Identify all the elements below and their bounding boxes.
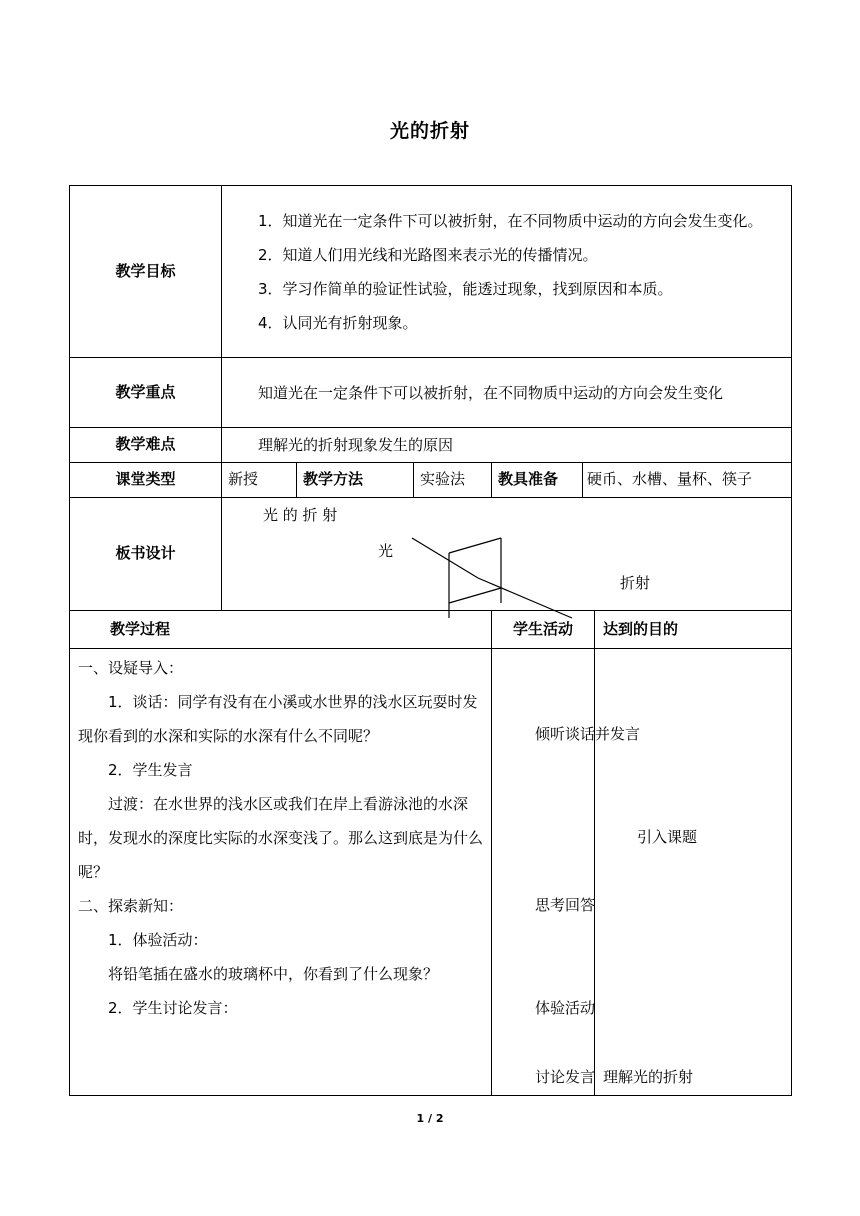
purpose-text: 理解光的折射	[603, 1068, 694, 1086]
page-number: 1 / 2	[416, 1112, 444, 1125]
difficulty-row	[70, 428, 792, 463]
board-light-label: 光	[378, 542, 394, 560]
goals-label: 教学目标	[70, 186, 222, 358]
process-line: 2．学生发言	[108, 761, 193, 779]
glass-top-edge	[449, 538, 501, 553]
key-point-label: 教学重点	[70, 358, 222, 428]
glass-bottom-edge	[449, 588, 501, 603]
process-line: 1．谈话：同学有没有在小溪或水世界的浅水区玩耍时发现你看到的水深和实际的水深有什么不同呢？	[78, 693, 478, 745]
difficulty-cell	[222, 428, 792, 463]
board-cell	[222, 498, 792, 611]
student-activity-cell	[492, 649, 641, 1096]
student-activity: 倾听谈话并发言	[535, 725, 641, 743]
key-point-cell	[222, 358, 792, 428]
method-label: 教学方法	[297, 463, 414, 498]
page-title: 光的折射	[389, 120, 470, 142]
purpose-cell	[595, 649, 792, 1096]
goals-cell	[222, 186, 792, 358]
goals-row	[70, 186, 792, 358]
class-type-value: 新授	[222, 463, 297, 498]
process-line: 二、探索新知：	[78, 897, 184, 915]
key-point-row	[70, 358, 792, 428]
process-header: 教学过程	[70, 611, 492, 649]
goal-item: 2．知道人们用光线和光路图来表示光的传播情况。	[258, 245, 598, 264]
lesson-plan-table	[69, 185, 792, 1096]
student-activity: 讨论发言	[535, 1068, 596, 1086]
difficulty-label: 教学难点	[70, 428, 222, 463]
board-refraction-label: 折射	[620, 574, 651, 592]
difficulty-text: 理解光的折射现象发生的原因	[258, 436, 454, 454]
incident-ray	[412, 538, 478, 578]
student-activity: 体验活动	[535, 999, 596, 1017]
goal-item: 3．学习作简单的验证性试验，能透过现象，找到原因和本质。	[258, 279, 673, 298]
process-line: 2．学生讨论发言：	[108, 999, 238, 1017]
tools-value: 硬币、水槽、量杯、筷子	[583, 463, 792, 498]
goal-item: 1．知道光在一定条件下可以被折射，在不同物质中运动的方向会发生变化。	[258, 211, 763, 230]
class-type-label: 课堂类型	[70, 463, 222, 498]
board-heading: 光 的 折 射	[263, 506, 338, 524]
goal-header: 达到的目的	[595, 611, 792, 649]
method-value: 实验法	[414, 463, 492, 498]
refracted-ray	[478, 578, 572, 618]
process-line: 将铅笔插在盛水的玻璃杯中，你看到了什么现象？	[108, 965, 439, 983]
student-header: 学生活动	[492, 611, 595, 649]
purpose-text: 引入课题	[637, 828, 698, 846]
student-activity: 思考回答	[535, 896, 596, 914]
process-line: 一、设疑导入：	[78, 659, 184, 677]
process-body-row	[70, 649, 792, 1096]
board-row	[70, 498, 792, 611]
process-line: 过渡：在水世界的浅水区或我们在岸上看游泳池的水深时，发现水的深度比实际的水深变浅了。那么这到底是为什么呢？	[78, 795, 484, 881]
key-point-text: 知道光在一定条件下可以被折射，在不同物质中运动的方向会发生变化	[258, 383, 724, 402]
process-content	[70, 649, 492, 1096]
refraction-diagram	[222, 498, 792, 638]
process-line: 1．体验活动：	[108, 931, 208, 949]
board-label: 板书设计	[70, 498, 222, 611]
tools-label: 教具准备	[492, 463, 583, 498]
class-info-row	[70, 463, 792, 498]
goal-item: 4．认同光有折射现象。	[258, 313, 418, 332]
